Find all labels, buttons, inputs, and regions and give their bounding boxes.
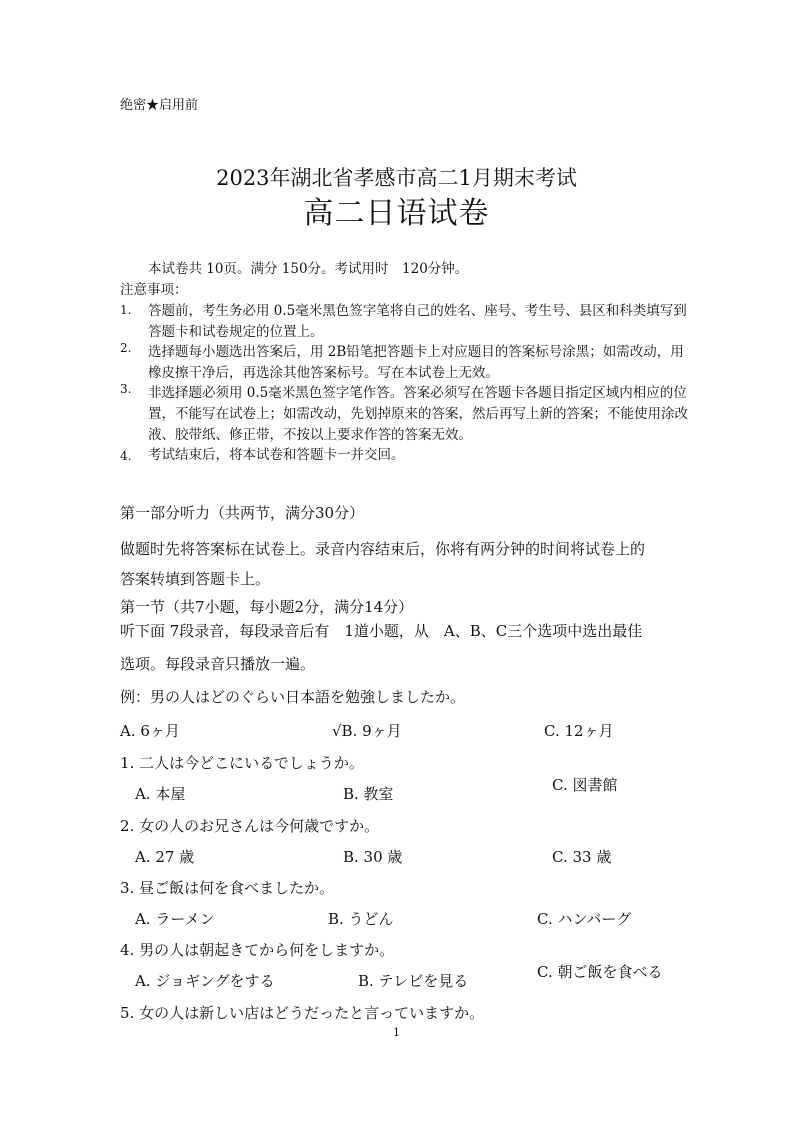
section-title: 第一部分听力（共两节，满分30分） [120,504,365,522]
note-number: 2. [120,341,132,355]
section-instruction: 答案转填到答题卡上。 [120,570,271,588]
option-a: A. 6ヶ月 [120,722,180,740]
question-text: 5. 女の人は新しい店はどうだったと言っていますか。 [120,1004,485,1022]
note-number: 4. [120,449,132,463]
listening-instruction: 听下面 7段录音，每段录音后有 1道小题，从 A、B、C三个选项中选出最佳 [120,622,643,640]
question-text: 2. 女の人のお兄さんは今何歳ですか。 [120,817,380,835]
note-number: 1. [120,303,132,317]
notes-heading: 注意事项： [120,282,188,298]
option-b: B. うどん [328,910,394,928]
option-c: C. ハンバーグ [537,910,632,928]
note-item: 非选择题必须用 0.5毫米黑色签字笔作答。答案必须写在答题卡各题目指定区域内相应的位置，不能写在试卷上；如需改动，先划掉原来的答案，然后再写上新的答案；不能使用涂改液、胶带纸、修正带，不按以上要求作答的答案无效。 [148,385,688,443]
exam-intro: 本试卷共 10页。满分 150分。考试用时 120分钟。 [148,261,469,277]
option-b: B. 30 歳 [343,848,403,866]
option-c: C. 朝ご飯を食べる [537,963,663,981]
question-text: 4. 男の人は朝起きてから何をしますか。 [120,941,395,959]
option-b: B. 教室 [343,785,394,803]
listening-instruction: 选项。每段录音只播放一遍。 [120,655,316,673]
option-b: B. テレビを見る [358,972,469,990]
confidential-label: 绝密★启用前 [120,98,199,113]
note-item: 答题前，考生务必用 0.5毫米黑色签字笔将自己的姓名、座号、考生号、县区和科类填写到答题卡和试卷规定的位置上。 [148,303,687,340]
option-c: C. 図書館 [552,776,618,794]
section-instruction: 做题时先将答案标在试卷上。录音内容结束后，你将有两分钟的时间将试卷上的 [120,540,646,558]
option-c: C. 33 歳 [552,848,612,866]
option-a: A. ジョギングをする [135,972,275,990]
option-a: A. 本屋 [135,785,186,803]
paper-title: 高二日语试卷 [303,196,490,231]
option-c: C. 12ヶ月 [544,722,614,740]
option-b-correct: √B. 9ヶ月 [332,722,402,740]
example-question: 例：男の人はどのぐらい日本語を勉強しましたか。 [120,688,466,706]
note-number: 3. [120,382,132,396]
option-a: A. 27 歳 [135,848,195,866]
part-title: 第一节（共7小题，每小题2分，满分14分） [120,598,414,616]
question-text: 1. 二人は今どこにいるでしょうか。 [120,754,364,772]
page-number: 1 [393,1026,400,1039]
note-item: 考试结束后，将本试卷和答题卡一并交回。 [148,447,405,463]
exam-title: 2023年湖北省孝感市高二1月期末考试 [216,166,577,190]
option-a: A. ラーメン [135,910,215,928]
note-item: 选择题每小题选出答案后，用 2B铅笔把答题卡上对应题目的答案标号涂黑；如需改动，用橡皮擦干净后，再选涂其他答案标号。写在本试卷上无效。 [148,344,684,381]
question-text: 3. 昼ご飯は何を食べましたか。 [120,879,335,897]
